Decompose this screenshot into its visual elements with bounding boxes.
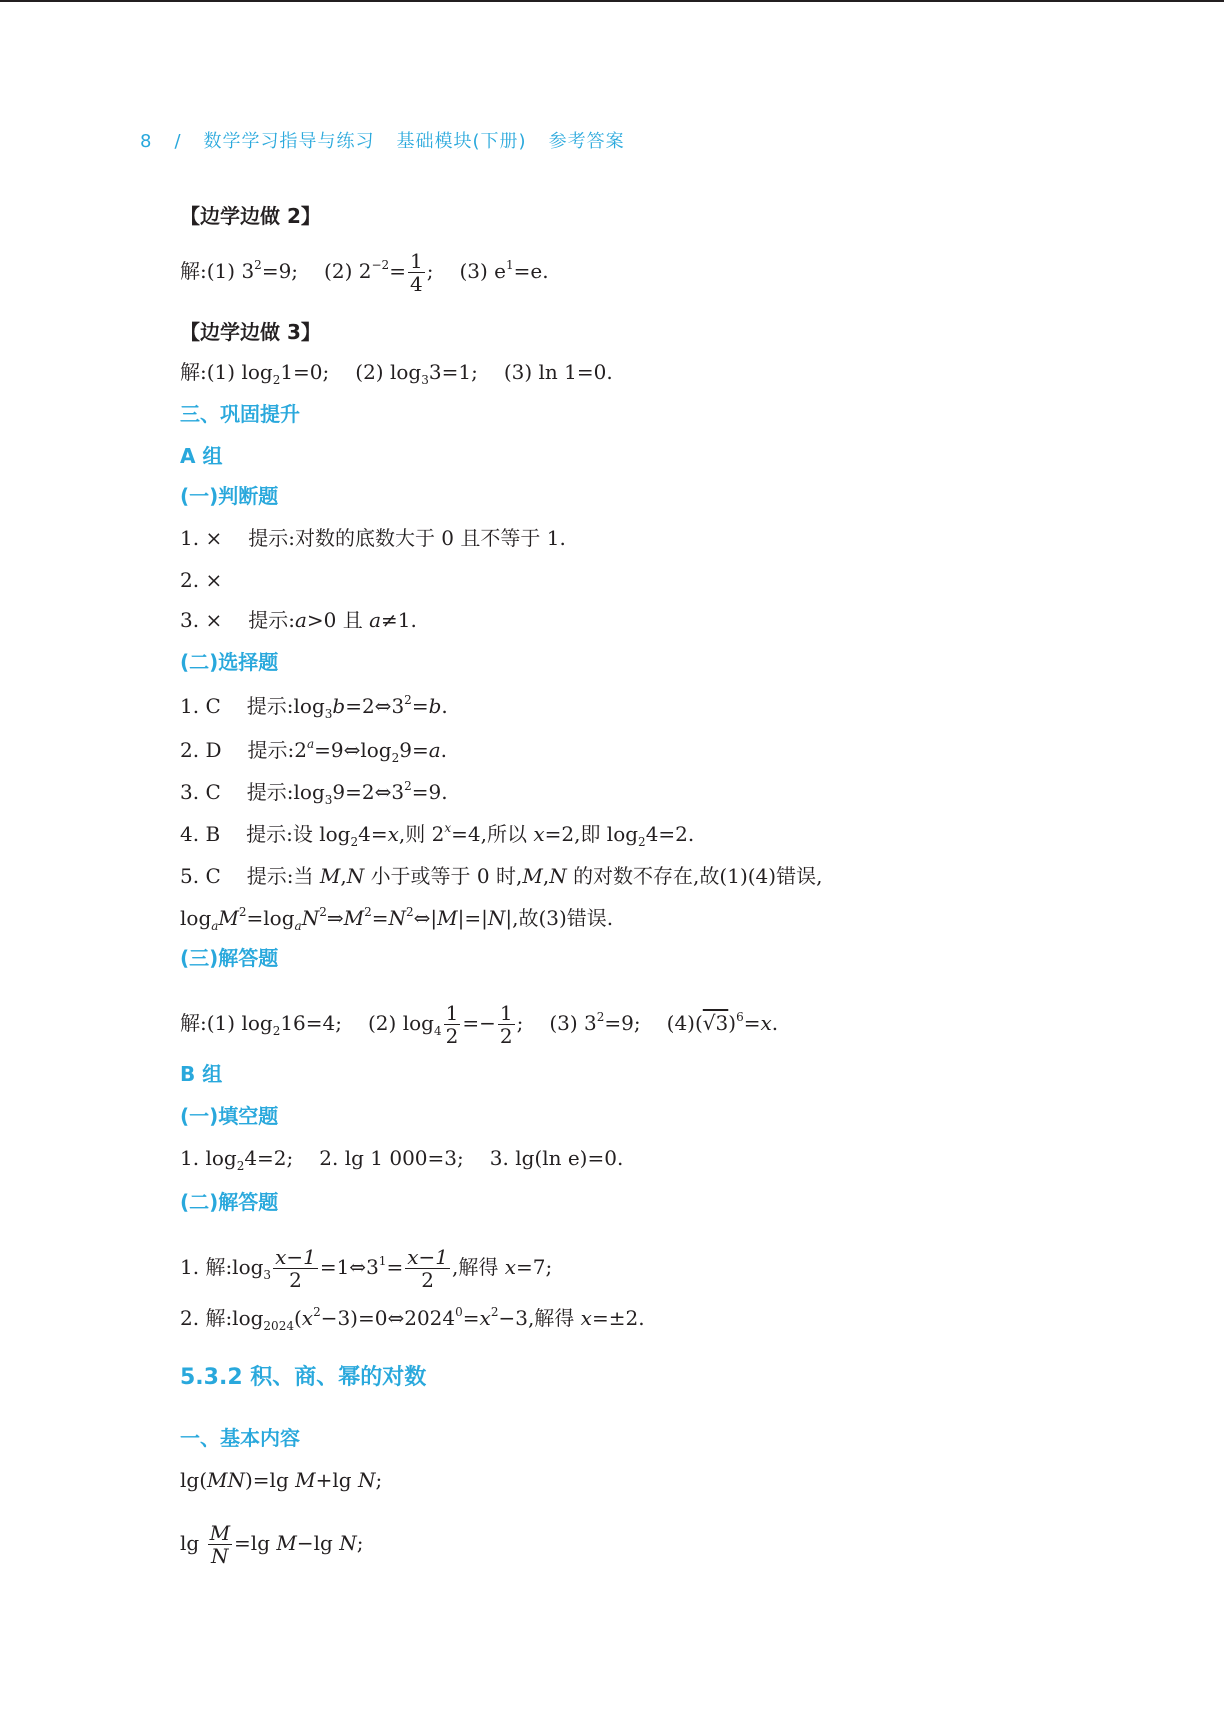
fraction-one-quarter: $\frac{1}{4}$ bbox=[409, 249, 423, 296]
running-header bbox=[140, 127, 647, 153]
practice3-answer: 解:(1) $\log_21=0$; (2) $\log_33=1$; (3) ln 1=0. bbox=[180, 360, 613, 387]
true-false-heading: (一)判断题 bbox=[180, 484, 279, 508]
fraction-m-over-n: $\frac{M}{N}$ bbox=[209, 1521, 231, 1568]
page-number: 8 bbox=[140, 131, 153, 152]
fraction-x-minus-1-over-2: $\frac{x-1}{2}$ bbox=[275, 1245, 316, 1292]
module-name: 基础模块(下册) bbox=[396, 131, 527, 152]
multiple-choice-heading: (二)选择题 bbox=[180, 650, 279, 674]
section-name: 参考答案 bbox=[548, 131, 625, 152]
consolidate-heading: 三、巩固提升 bbox=[180, 402, 300, 426]
mc-q3: 3. C 提示$:\log_39=2\Leftrightarrow 3^2=9$. bbox=[180, 779, 448, 807]
fraction-one-half-neg: $\frac{1}{2}$ bbox=[499, 1001, 513, 1048]
section-532-heading: 5.3.2 积、商、幂的对数 bbox=[180, 1365, 427, 1390]
fill-blank-heading: (一)填空题 bbox=[180, 1104, 279, 1128]
top-rule bbox=[0, 0, 1224, 2]
answer-heading-b: (二)解答题 bbox=[180, 1190, 279, 1214]
mc-q2: 2. D 提示$:2^a=9\Leftrightarrow\log_29=a$. bbox=[180, 737, 448, 765]
mc-q5-line2: $\log_aM^2=\log_aN^2\Rightarrow M^2=N^2\Leftrightarrow|M|=|N|$,故(3)错误. bbox=[180, 905, 614, 933]
tf-q2: 2. × bbox=[180, 568, 223, 592]
mc-q5: 5. C 提示:当 M,N 小于或等于 0 时,M,N 的对数不存在,故(1)(4)错误, bbox=[180, 864, 823, 888]
header-separator: / bbox=[174, 131, 182, 152]
formula-product: lg(MN)=lg M+lg N; bbox=[180, 1468, 383, 1492]
tf-q3: 3. × 提示:a>0 且 a≠1. bbox=[180, 608, 417, 632]
answer-a: 解:(1) $\log_216=4$; (2) $\log_4$ $\frac{1}{2}$ =− $\frac{1}{2}$ ; (3) $3^2=9$; $(4)(√3)^6=x$. bbox=[180, 1001, 779, 1048]
answer-b-q2: 2. 解$:\log_{2024}(x^2-3)=0\Leftrightarrow 2024^0=x^2-3$,解得 x=±2. bbox=[180, 1305, 645, 1333]
book-title: 数学学习指导与练习 bbox=[203, 131, 375, 152]
practice2-heading: 【边学边做 2】 bbox=[180, 204, 321, 228]
tf-q1: 1. × 提示:对数的底数大于 0 且不等于 1. bbox=[180, 526, 566, 550]
fraction-one-half: $\frac{1}{2}$ bbox=[445, 1001, 459, 1048]
basic-content-heading: 一、基本内容 bbox=[180, 1426, 300, 1450]
fill-answers: 1. $\log_24=2$; 2. lg 1 000=3; 3. lg(ln e)=0. bbox=[180, 1146, 624, 1173]
mc-q4: 4. B 提示:设 $\log_24=x$,则 $2^x=4$,所以 x=2,即 $\log_24=2$. bbox=[180, 821, 695, 849]
group-a-heading: A 组 bbox=[180, 444, 223, 468]
group-b-heading: B 组 bbox=[180, 1062, 223, 1086]
formula-quotient: lg $\frac{M}{N}$ =lg M−lg N; bbox=[180, 1521, 364, 1568]
answer-heading-a: (三)解答题 bbox=[180, 946, 279, 970]
practice2-answer: 解:(1) $3^2=9$; (2) $2^{-2}=$ $\frac{1}{4}$ ; (3) $e^1=e$. bbox=[180, 249, 549, 296]
fraction-x-minus-1-over-2-b: $\frac{x-1}{2}$ bbox=[407, 1245, 448, 1292]
answer-b-q1: 1. 解$:\log_3$ $\frac{x-1}{2}$ $=1\Leftrightarrow 3^1=$ $\frac{x-1}{2}$ ,解得 x=7; bbox=[180, 1245, 553, 1292]
mc-q1: 1. C 提示$:\log_3b=2\Leftrightarrow 3^2=b$. bbox=[180, 693, 448, 721]
practice3-heading: 【边学边做 3】 bbox=[180, 320, 321, 344]
